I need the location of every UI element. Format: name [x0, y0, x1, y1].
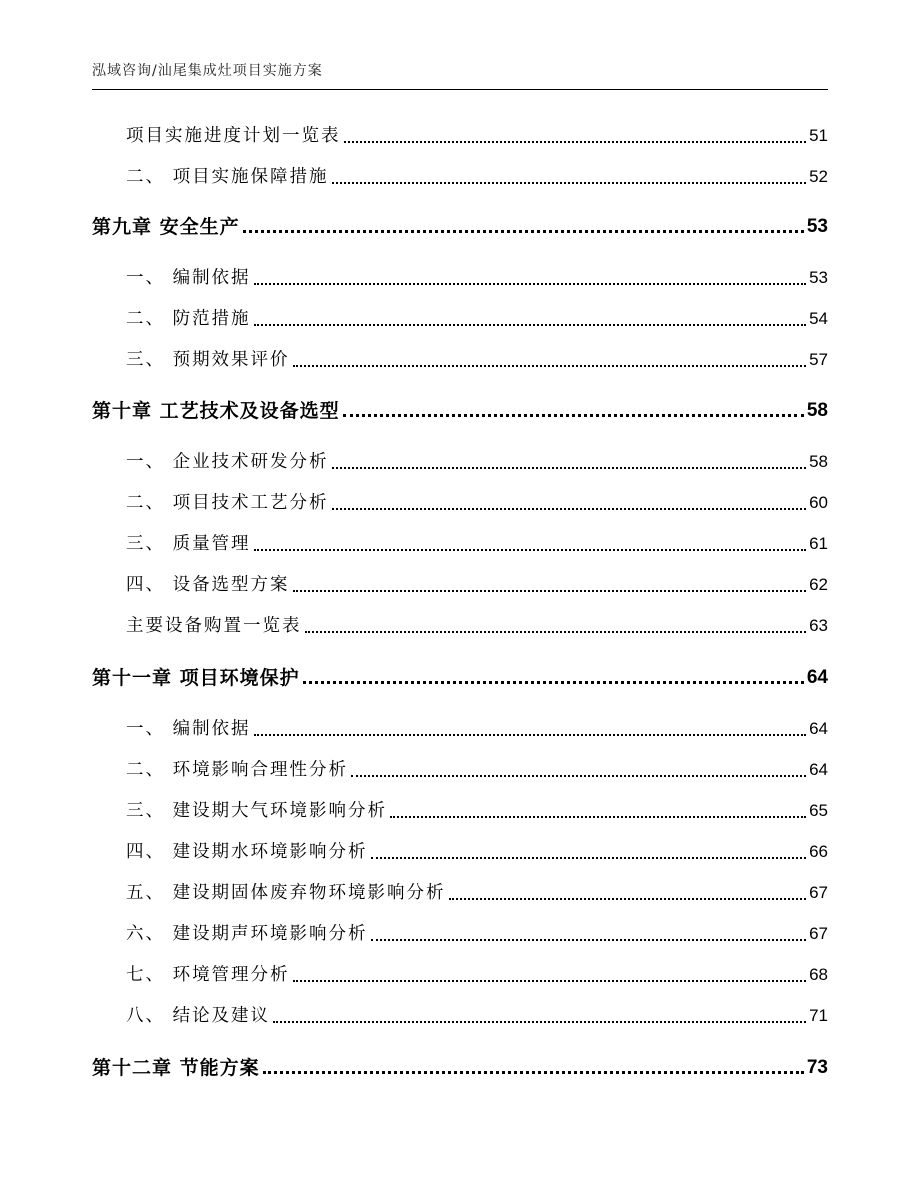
toc-entry-title: 三、 建设期大气环境影响分析	[126, 801, 388, 821]
toc-chapter-entry[interactable]	[92, 1054, 828, 1082]
toc-entry-title: 三、 预期效果评价	[126, 350, 290, 370]
toc-chapter-title: 第十一章 项目环境保护	[92, 667, 300, 689]
toc-entry-title: 一、 编制依据	[126, 268, 251, 288]
toc-chapter-page: 58	[806, 400, 828, 421]
toc-entry-page: 64	[809, 719, 828, 738]
toc-entry[interactable]	[126, 756, 828, 784]
toc-entry[interactable]	[126, 612, 828, 640]
toc-entry-page: 71	[809, 1006, 828, 1025]
dot-leader	[343, 414, 804, 417]
dot-leader	[273, 1021, 806, 1023]
dot-leader	[371, 857, 807, 859]
toc-entry-page: 62	[809, 575, 828, 594]
toc-entry[interactable]	[126, 489, 828, 517]
dot-leader	[254, 283, 807, 285]
toc-entry-page: 66	[809, 842, 828, 861]
toc-chapter-entry[interactable]	[92, 213, 828, 241]
dot-leader	[263, 1071, 804, 1074]
dot-leader	[293, 980, 807, 982]
toc-entry-page: 67	[809, 924, 828, 943]
toc-entry-title: 三、 质量管理	[126, 534, 251, 554]
toc-entry-title: 八、 结论及建议	[126, 1006, 271, 1026]
dot-leader	[351, 775, 806, 777]
toc-entry-title: 二、 环境影响合理性分析	[126, 760, 349, 780]
toc-entry-title: 二、 项目技术工艺分析	[126, 493, 329, 513]
toc-entry[interactable]	[126, 797, 828, 825]
toc-entry-page: 57	[809, 350, 828, 369]
dot-leader	[305, 631, 807, 633]
dot-leader	[243, 230, 804, 233]
toc-entry-page: 51	[809, 126, 828, 145]
toc-entry-title: 七、 环境管理分析	[126, 965, 290, 985]
toc-entry[interactable]	[126, 571, 828, 599]
toc-entry[interactable]	[126, 879, 828, 907]
dot-leader	[390, 816, 806, 818]
toc-entry[interactable]	[126, 838, 828, 866]
dot-leader	[344, 141, 807, 143]
dot-leader	[293, 590, 807, 592]
toc-chapter-page: 53	[806, 216, 828, 237]
toc-entry[interactable]	[126, 961, 828, 989]
toc-entry-page: 65	[809, 801, 828, 820]
toc-entry-page: 53	[809, 268, 828, 287]
toc-entry[interactable]	[126, 920, 828, 948]
toc-entry-page: 67	[809, 883, 828, 902]
dot-leader	[332, 182, 807, 184]
toc-entry[interactable]	[126, 346, 828, 374]
toc-entry[interactable]	[126, 305, 828, 333]
toc-entry-title: 项目实施进度计划一览表	[126, 126, 341, 146]
dot-leader	[254, 734, 807, 736]
toc-entry-title: 六、 建设期声环境影响分析	[126, 924, 368, 944]
toc-entry-title: 五、 建设期固体废弃物环境影响分析	[126, 883, 446, 903]
toc-chapter-title: 第十章 工艺技术及设备选型	[92, 400, 340, 422]
toc-entry-title: 二、 项目实施保障措施	[126, 167, 329, 187]
toc-entry-page: 54	[809, 309, 828, 328]
toc-entry-page: 64	[809, 760, 828, 779]
toc-entry-title: 四、 建设期水环境影响分析	[126, 842, 368, 862]
toc-entry-title: 四、 设备选型方案	[126, 575, 290, 595]
toc-chapter-entry[interactable]	[92, 397, 828, 425]
toc-entry[interactable]	[126, 1002, 828, 1030]
toc-chapter-title: 第十二章 节能方案	[92, 1057, 260, 1079]
toc-entry[interactable]	[126, 715, 828, 743]
toc-entry-page: 52	[809, 167, 828, 186]
toc-entry-title: 一、 编制依据	[126, 719, 251, 739]
dot-leader	[293, 365, 807, 367]
dot-leader	[254, 324, 807, 326]
dot-leader	[371, 939, 807, 941]
dot-leader	[254, 549, 807, 551]
toc-entry[interactable]	[126, 163, 828, 191]
toc-entry[interactable]	[126, 122, 828, 150]
toc-entry-page: 61	[809, 534, 828, 553]
toc-chapter-entry[interactable]	[92, 664, 828, 692]
toc-entry-page: 58	[809, 452, 828, 471]
toc-chapter-title: 第九章 安全生产	[92, 216, 240, 238]
dot-leader	[449, 898, 807, 900]
dot-leader	[303, 681, 804, 684]
toc-entry[interactable]	[126, 448, 828, 476]
toc-entry-page: 63	[809, 616, 828, 635]
toc-entry-title: 一、 企业技术研发分析	[126, 452, 329, 472]
toc-entry-page: 60	[809, 493, 828, 512]
running-header: 泓域咨询/汕尾集成灶项目实施方案	[92, 63, 323, 79]
toc-chapter-page: 64	[806, 667, 828, 688]
toc-entry-title: 主要设备购置一览表	[126, 616, 302, 636]
dot-leader	[332, 467, 807, 469]
toc-entry[interactable]	[126, 264, 828, 292]
dot-leader	[332, 508, 807, 510]
toc-entry-title: 二、 防范措施	[126, 309, 251, 329]
toc-chapter-page: 73	[806, 1057, 828, 1078]
toc-entry-page: 68	[809, 965, 828, 984]
toc-entry[interactable]	[126, 530, 828, 558]
